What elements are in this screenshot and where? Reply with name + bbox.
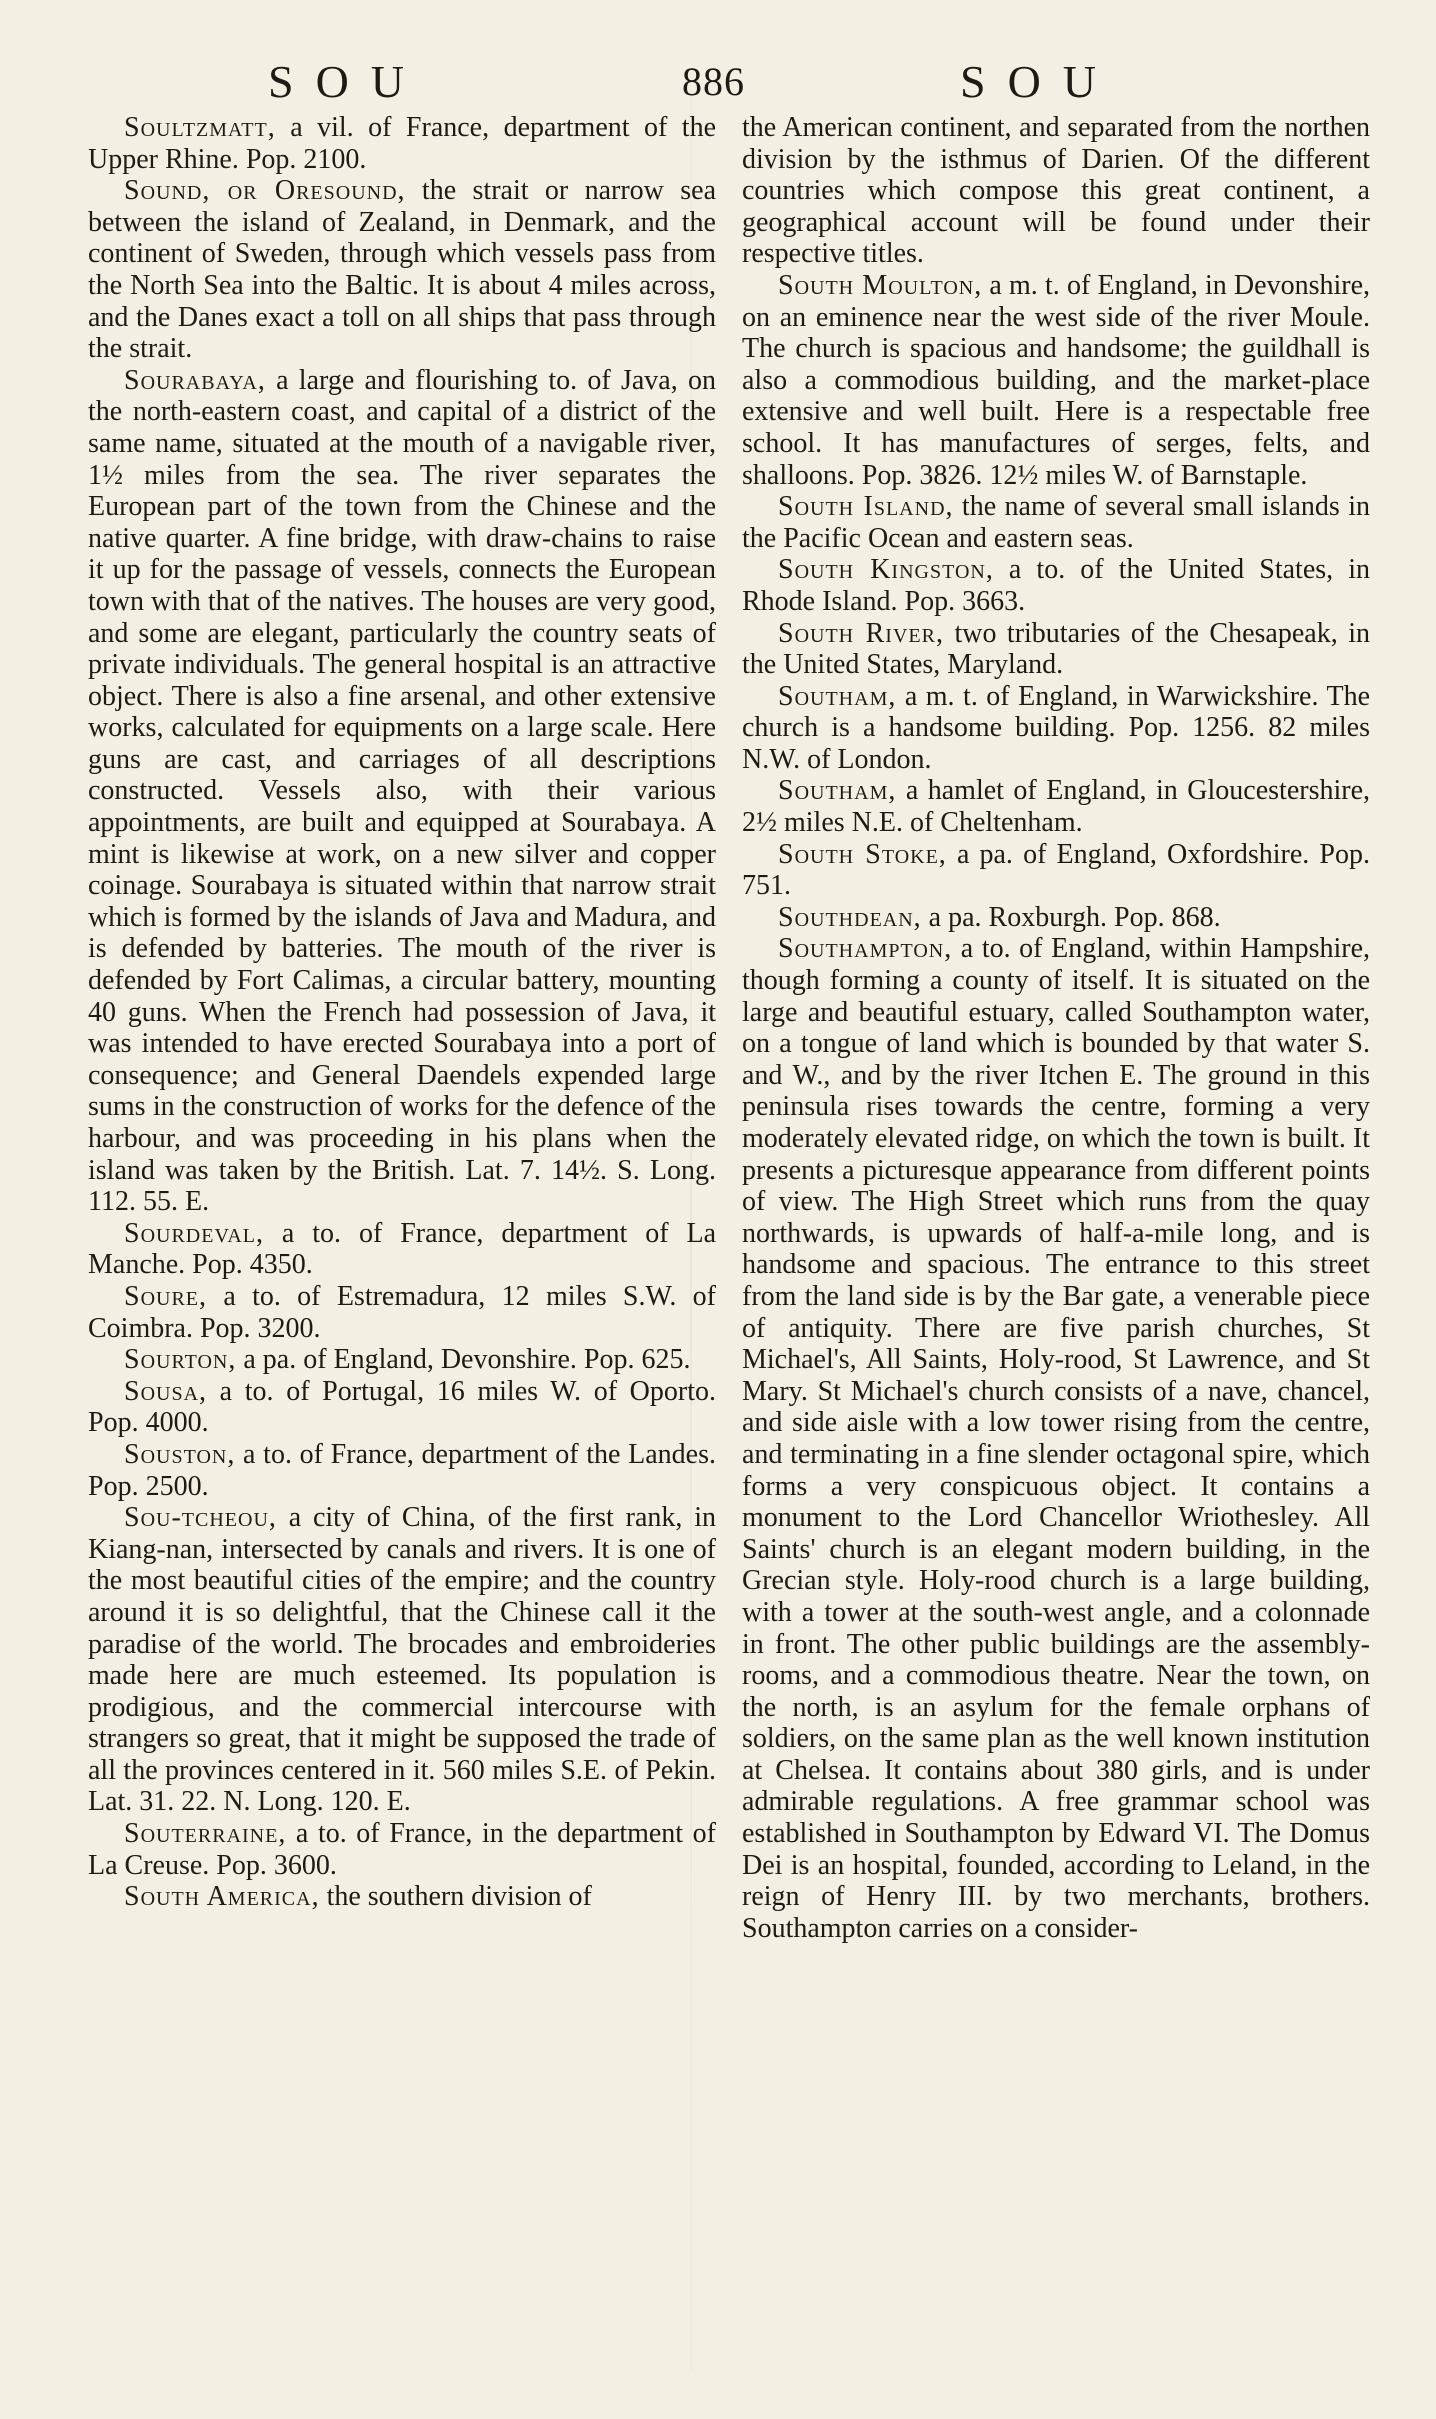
gazetteer-entry	[88, 1502, 716, 1818]
entry-headword: Sou-tcheou,	[124, 1502, 277, 1534]
entry-text: a to. of the United States, in Rhode Island. Pop. 3663.	[742, 554, 1370, 617]
entry-text: the strait or narrow sea between the island of Zealand, in Denmark, and the continent of Sweden, through which vessels pass from the North Sea into the Baltic. It is about 4 miles across, and the Danes exact a toll on all ships that pass through the strait.	[88, 175, 716, 365]
running-head	[0, 52, 1436, 112]
entry-text: the name of several small islands in the Pacific Ocean and eastern seas.	[742, 491, 1370, 554]
entry-text: a pa. of England, Devonshire. Pop. 625.	[236, 1344, 691, 1376]
entry-headword: Soultzmatt,	[124, 112, 276, 143]
gazetteer-entry	[88, 1344, 716, 1376]
gazetteer-entry	[88, 1376, 716, 1439]
gazetteer-entry	[742, 775, 1370, 838]
gazetteer-entry	[88, 112, 716, 175]
entry-headword: Sourdeval,	[124, 1217, 264, 1249]
gazetteer-entry	[742, 839, 1370, 902]
entry-headword: Sourton,	[124, 1344, 237, 1376]
gazetteer-entry	[88, 1439, 716, 1502]
running-head-right: SOU	[960, 56, 1119, 107]
gazetteer-entry	[88, 175, 716, 365]
gazetteer-entry	[742, 554, 1370, 617]
entry-text: a city of China, of the first rank, in Kiang-nan, intersected by canals and rivers. It is one of the most beautiful cities of the empire; and the country around it is so delightful, that the Chinese call it the paradise of the world. The brocades and embroideries made here are much esteemed. Its population is prodigious, and the commercial intercourse with strangers so great, that it might be supposed the trade of all the provinces centered in it. 560 miles S.E. of Pekin. Lat. 31. 22. N. Long. 120. E.	[88, 1502, 716, 1818]
entry-headword: Souterraine,	[124, 1818, 287, 1850]
entry-headword: Sourabaya,	[124, 364, 266, 396]
entry-text: a pa. Roxburgh. Pop. 868.	[921, 901, 1221, 933]
right-column	[742, 112, 1370, 1944]
gazetteer-entry	[88, 1281, 716, 1344]
entry-text: a m. t. of England, in Warwickshire. The church is a handsome building. Pop. 1256. 82 miles N.W. of London.	[742, 680, 1370, 775]
entry-headword: South River,	[778, 617, 944, 649]
entry-headword: Soure,	[124, 1280, 208, 1312]
entry-headword: Sound, or Oresound,	[124, 175, 406, 207]
entry-text: the American continent, and separated from the northen division by the isthmus of Darien. Of the different countries which compose this great continent, a geographical account will be found under their respective titles.	[742, 112, 1370, 270]
entry-headword: Southam,	[778, 775, 897, 807]
entry-headword: South Kingston,	[778, 554, 994, 586]
entry-text: a to. of Estremadura, 12 miles S.W. of Coimbra. Pop. 3200.	[88, 1280, 716, 1344]
entry-text: a pa. of England, Oxfordshire. Pop. 751.	[742, 838, 1370, 902]
entry-text: the southern division of	[319, 1881, 592, 1913]
entry-headword: Sousa,	[124, 1375, 208, 1407]
page-number: 886	[682, 59, 745, 104]
entry-headword: South Moulton,	[778, 269, 983, 301]
entry-headword: Southdean,	[778, 901, 922, 933]
gazetteer-entry	[88, 1881, 716, 1913]
entry-text: a to. of Portugal, 16 miles W. of Oporto. Pop. 4000.	[88, 1375, 716, 1439]
entry-text: a large and flourishing to. of Java, on the north-eastern coast, and capital of a district of the same name, situated at the mouth of a navigable river, 1½ miles from the sea. The river separates the European part of the town from the Chinese and the native quarter. A fine bridge, with draw-chains to raise it up for the passage of vessels, connects the European town with that of the natives. The houses are very good, and some are elegant, particularly the country seats of private individuals. The general hospital is an attractive object. There is also a fine arsenal, and other extensive works, calculated for equipments on a large scale. Here guns are cast, and carriages of all descriptions constructed. Vessels also, with their various appointments, are built and equipped at Sourabaya. A mint is likewise at work, on a new silver and copper coinage. Sourabaya is situated within that narrow strait which is formed by the islands of Java and Madura, and is defended by batteries. The mouth of the river is defended by Fort Calimas, a circular battery, mounting 40 guns. When the French had possession of Java, it was intended to have erected Sourabaya into a port of consequence; and General Daendels expended large sums in the construction of works for the defence of the harbour, and was proceeding in his plans when the island was taken by the British. Lat. 7. 14½. S. Long. 112. 55. E.	[88, 364, 716, 1218]
entry-text: a to. of France, in the department of La Creuse. Pop. 3600.	[88, 1818, 716, 1881]
gazetteer-entry	[88, 1218, 716, 1281]
entry-headword: South Island,	[778, 491, 954, 523]
entry-text: a hamlet of England, in Gloucestershire, 2½ miles N.E. of Cheltenham.	[742, 775, 1370, 839]
entry-text: a to. of France, department of La Manche. Pop. 4350.	[88, 1217, 716, 1281]
entry-text: a to. of England, within Hampshire, though forming a county of itself. It is situated on the large and beautiful estuary, called Southampton water, on a tongue of land which is bounded by that water S. and W., and by the river Itchen E. The ground in this peninsula rises towards the centre, forming a very moderately elevated ridge, on which the town is built. It presents a picturesque appearance from different points of view. The High Street which runs from the quay northwards, is upwards of half-a-mile long, and is handsome and spacious. The entrance to this street from the land side is by the Bar gate, a venerable piece of antiquity. There are five parish churches, St Michael's, All Saints, Holy-rood, St Lawrence, and St Mary. St Michael's church consists of a nave, chancel, and side aisle with a low tower rising from the centre, and terminating in a fine slender octagonal spire, which forms a very conspicuous object. It contains a monument to the Lord Chancellor Wriothesley. All Saints' church is an elegant modern building, in the Grecian style. Holy-rood church is a large building, with a tower at the south-west angle, and a colonnade in front. The other public buildings are the assembly-rooms, and a commodious theatre. Near the town, on the north, is an asylum for the female orphans of soldiers, on the same plan as the well known institution at Chelsea. It contains about 380 girls, and is under admirable regulations. A free grammar school was established in Southampton by Edward VI. The Domus Dei is an hospital, founded, according to Leland, in the reign of Henry III. by two merchants, brothers. Southampton carries on a consider-	[742, 933, 1370, 1944]
gazetteer-entry	[742, 491, 1370, 554]
gazetteer-entry	[88, 1818, 716, 1881]
gazetteer-entry	[742, 112, 1370, 270]
entry-text: two tributaries of the Chesapeak, in the United States, Maryland.	[742, 617, 1370, 681]
gazetteer-entry	[742, 933, 1370, 1944]
gazetteer-entry	[742, 618, 1370, 681]
entry-headword: South Stoke,	[778, 838, 947, 870]
entry-headword: Souston,	[124, 1438, 236, 1470]
running-head-left: SOU	[268, 56, 427, 107]
entry-text: a vil. of France, department of the Upper Rhine. Pop. 2100.	[88, 112, 716, 175]
entry-headword: Southampton,	[778, 933, 953, 965]
entry-text: a to. of France, department of the Landes. Pop. 2500.	[88, 1438, 716, 1502]
gazetteer-entry	[742, 902, 1370, 934]
gazetteer-entry	[742, 270, 1370, 491]
entry-headword: Southam,	[778, 680, 897, 712]
gazetteer-entry	[88, 365, 716, 1218]
gazetteer-entry	[742, 681, 1370, 776]
entry-text: a m. t. of England, in Devonshire, on an eminence near the west side of the river Moule. The church is spacious and handsome; the guildhall is also a commodious building, and the market-place extensive and well built. Here is a respectable free school. It has manufactures of serges, felts, and shalloons. Pop. 3826. 12½ miles W. of Barnstaple.	[742, 269, 1370, 491]
entry-headword: South America,	[124, 1881, 320, 1913]
left-column	[88, 112, 716, 1913]
